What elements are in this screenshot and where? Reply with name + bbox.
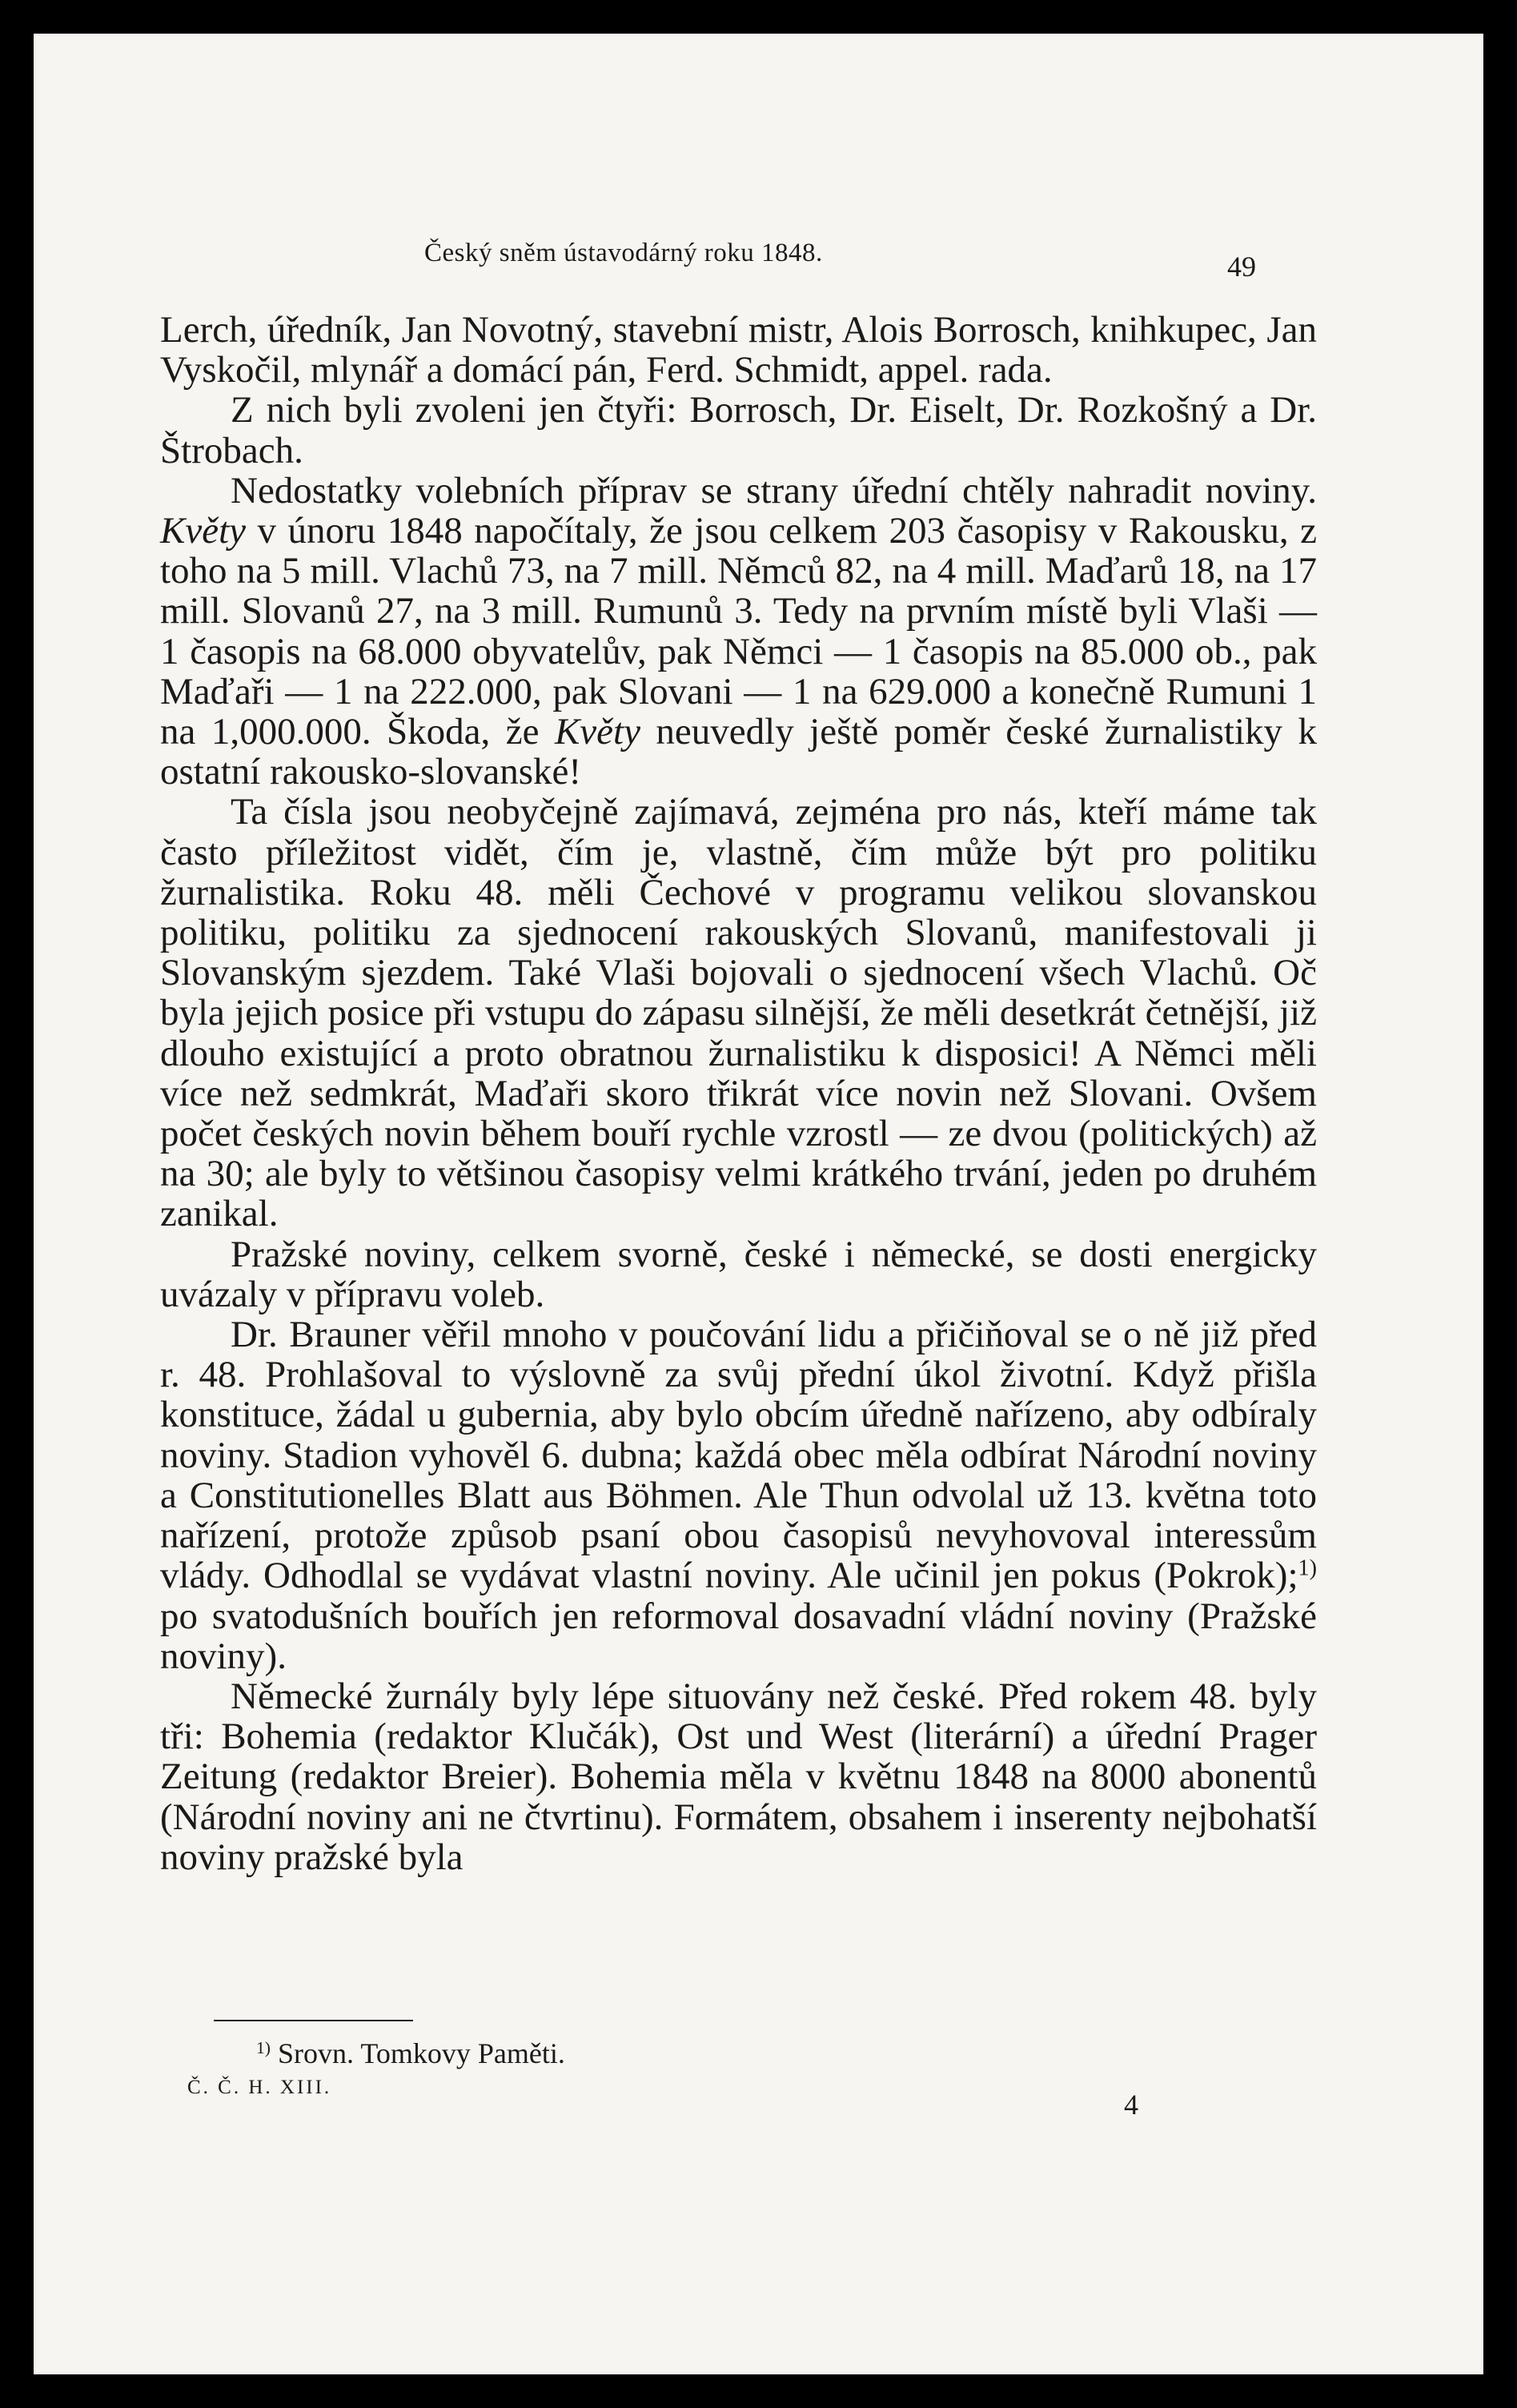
paragraph-3-part-c: v únoru 1848 napočítaly, že jsou celkem 203 časopisy v Rakousku, z toho na 5 mill. Vlachů 73, na 7 mill. Němců 82, na 4 mill. Maďarů 18, na 17 mill. Slovanů 27, na 3 mill. Rumunů 3. Tedy na prvním místě byli Vlaši — 1 časopis na 68.000 obyvatelův, pak Němci — 1 časopis na 85.000 ob., pak Maďaři — 1 na 222.000, pak Slovani — 1 na 629.000 a konečně Rumuni 1 na 1,000.000. Škoda, že [160,510,1317,753]
sheet-number: 4 [1124,2089,1138,2121]
footnote-divider [214,2020,413,2021]
paragraph-6-part-b: po svatodušních bouřích jen reformoval dosavadní vládní noviny (Pražské noviny). [160,1595,1317,1677]
footnote-reference: 1) [1298,1555,1317,1581]
footnote-text: Srovn. Tomkovy Paměti. [278,2037,565,2069]
paragraph-5: Pražské noviny, celkem svorně, české i německé, se dosti energicky uvázaly v přípravu voleb. [160,1233,1317,1315]
paragraph-3-part-a: Nedostatky volebních příprav se strany úřední chtěly nahradit noviny. [231,469,1317,512]
paragraph-6 [160,1314,1317,1676]
page [34,34,1483,2374]
paragraph-3 [160,471,1317,793]
paragraph-3-part-e: neuvedly ještě poměr české žurnalistiky k ostatní rakousko-slovanské! [160,711,1317,793]
paragraph-1: Lerch, úředník, Jan Novotný, stavební mistr, Alois Borrosch, knihkupec, Jan Vyskočil, mlynář a domácí pán, Ferd. Schmidt, appel. rada. [160,309,1317,391]
paragraph-2: Z nich byli zvoleni jen čtyři: Borrosch, Dr. Eiselt, Dr. Rozkošný a Dr. Štrobach. [160,389,1317,472]
paragraph-7: Německé žurnály byly lépe situovány než české. Před rokem 48. byly tři: Bohemia (redaktor Klučák), Ost und West (literární) a úřední Prager Zeitung (redaktor Breier). Bohemia měla v květnu 1848 na 8000 abonentů (Národní noviny ani ne čtvrtinu). Formátem, obsahem i inserenty nejbohatší noviny pražské byla [160,1675,1317,1878]
body-text [160,310,1317,1877]
periodical-title-kvety-2: Květy [554,711,640,753]
paragraph-4: Ta čísla jsou neobyčejně zajímavá, zejména pro nás, kteří máme tak často příležitost vidět, čím je, vlastně, čím může být pro politiku žurnalistika. Roku 48. měli Čechové v programu velikou slovanskou politiku, politiku za sjednocení rakouských Slovanů, manifestovali ji Slovanským sjezdem. Také Vlaši bojovali o sjednocení všech Vlachů. Oč byla jejich posice při vstupu do zápasu silnější, že měli desetkrát četnější, již dlouho existující a proto obratnou žurnalistiku k disposici! A Němci měli více než sedmkrát, Maďaři skoro třikrát více novin než Slovani. Ovšem počet českých novin během bouří rychle vzrostl — ze dvou (politických) až na 30; ale byly to většinou časopisy velmi krátkého trvání, jeden po druhém zanikal. [160,791,1317,1235]
running-title: Český sněm ústavodárný roku 1848. [424,239,823,267]
page-number: 49 [1227,251,1256,283]
footnote-marker: 1) [256,2038,271,2058]
printer-signature: Č. Č. H. XIII. [187,2077,332,2098]
footnote [256,2037,565,2070]
periodical-title-kvety: Květy [160,510,246,552]
paragraph-6-part-a: Dr. Brauner věřil mnoho v poučování lidu a přičiňoval se o ně již před r. 48. Prohlašoval to výslovně za svůj přední úkol životní. Když přišla konstituce, žádal u gubernia, aby bylo obcím úředně nařízeno, aby odbíraly noviny. Stadion vyhověl 6. dubna; každá obec měla odbírat Národní noviny a Constitutionelles Blatt aus Böhmen. Ale Thun odvolal už 13. května toto nařízení, protože způsob psaní obou časopisů nevyhovoval interessům vlády. Odhodlal se vydávat vlastní noviny. Ale učinil jen pokus (Pokrok); [160,1314,1317,1597]
